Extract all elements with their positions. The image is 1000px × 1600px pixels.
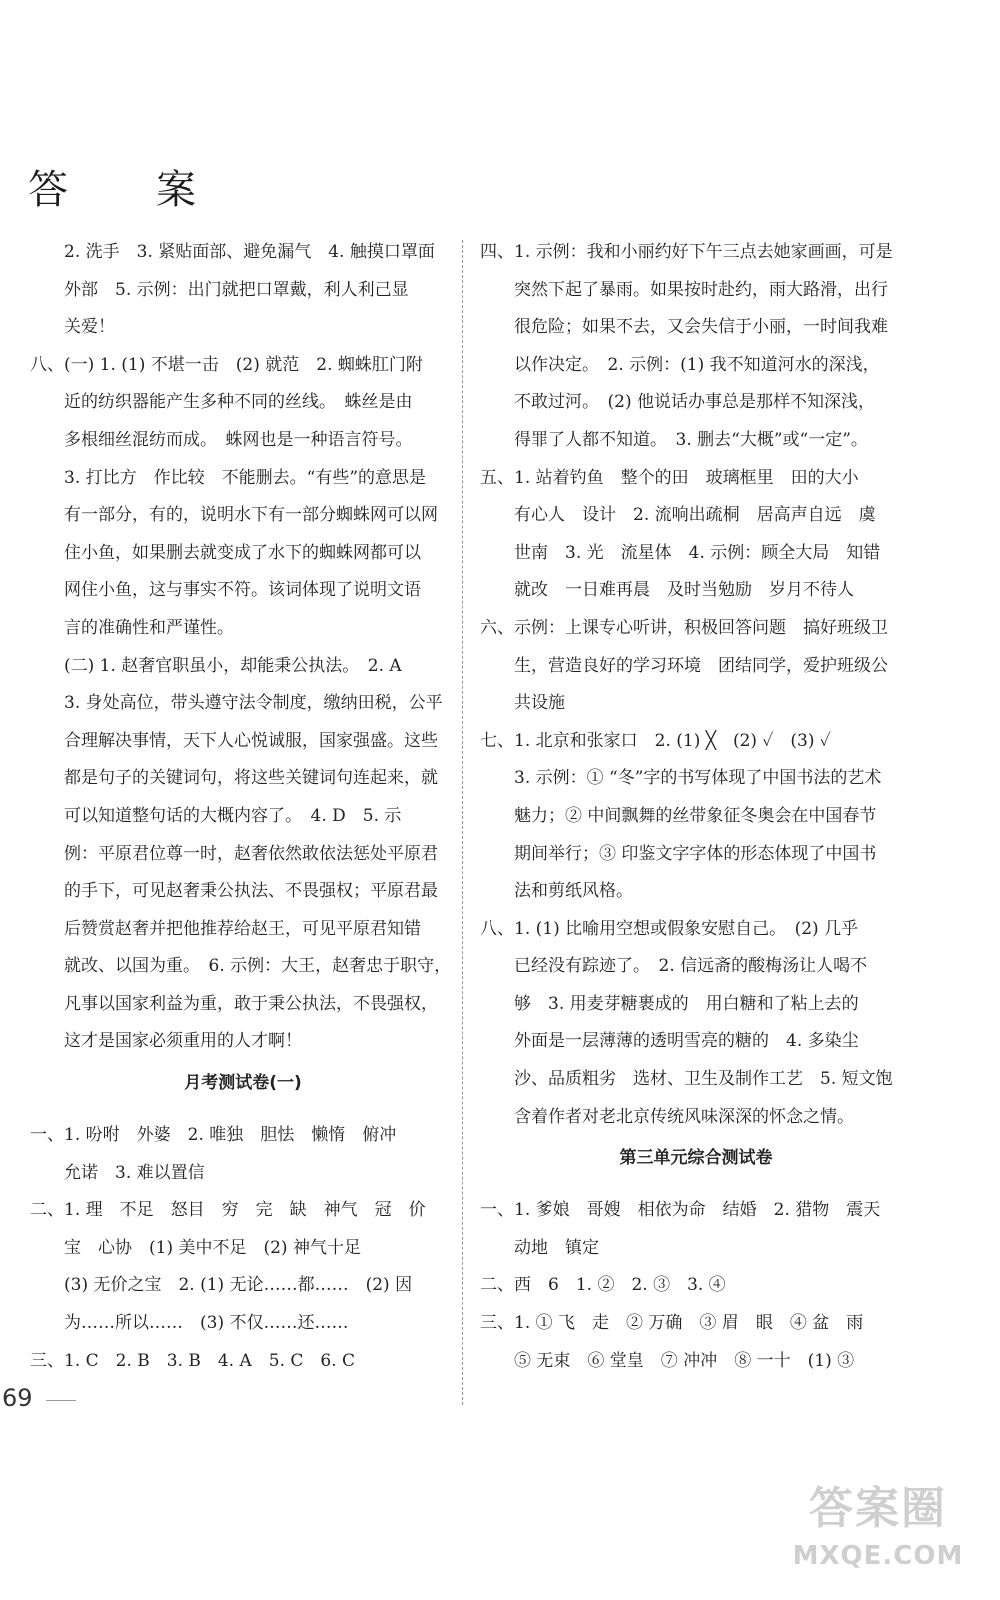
- watermark-url: MXQE.COM: [792, 1541, 964, 1571]
- answer-line: 三、1. ① 飞 走 ② 万确 ③ 眉 眼 ④ 盆 雨: [480, 1313, 864, 1334]
- left-column: [30, 238, 456, 1384]
- answer-line: 外部 5. 示例：出门就把口罩戴，利人利己显: [30, 279, 409, 300]
- answer-line: 2. 洗手 3. 紧贴面部、避免漏气 4. 触摸口罩面: [30, 242, 435, 262]
- answer-line: 一、1. 爹娘 哥嫂 相依为命 结婚 2. 猎物 震天: [480, 1200, 881, 1221]
- answer-line: 三、1. C 2. B 3. B 4. A 5. C 6. C: [30, 1350, 356, 1371]
- answer-line: 就改、以国为重。 6. 示例：大王，赵奢忠于职守，: [30, 956, 452, 977]
- answer-line: 后赞赏赵奢并把他推荐给赵王，可见平原君知错: [30, 918, 421, 939]
- answer-line: 已经没有踪迹了。 2. 信远斋的酸梅汤让人喝不: [480, 956, 868, 977]
- answer-line: 就改 一日难再晨 及时当勉励 岁月不待人: [480, 580, 854, 601]
- answer-line: (二) 1. 赵奢官职虽小，却能秉公执法。 2. A: [30, 655, 402, 676]
- answer-line: 宝 心协 (1) 美中不足 (2) 神气十足: [30, 1237, 361, 1258]
- watermark: [778, 1480, 978, 1590]
- answer-line: 五、1. 站着钓鱼 整个的田 玻璃框里 田的大小: [480, 467, 859, 488]
- answer-line: 够 3. 用麦芽糖裹成的 用白糖和了粘上去的: [480, 993, 859, 1014]
- answer-line: 共设施: [480, 693, 565, 714]
- answer-line: (3) 无价之宝 2. (1) 无论……都…… (2) 因: [30, 1275, 413, 1296]
- answer-line: 得罪了人都不知道。 3. 删去“大概”或“一定”。: [480, 429, 868, 450]
- right-column: [480, 238, 912, 1384]
- answer-line: 关爱！: [30, 317, 115, 338]
- page-number: 69: [2, 1384, 33, 1412]
- answer-line: 例：平原君位尊一时，赵奢依然敢依法惩处平原君: [30, 843, 438, 864]
- answer-line: 网住小鱼，这与事实不符。该词体现了说明文语: [30, 580, 421, 601]
- answer-line: 世南 3. 光 流星体 4. 示例：顾全大局 知错: [480, 542, 881, 563]
- answer-line: 七、1. 北京和张家口 2. (1) ╳ (2) ✓ (3) ✓: [480, 730, 831, 751]
- answer-line: 动地 镇定: [480, 1237, 599, 1258]
- answer-line: 的手下，可见赵奢秉公执法、不畏强权；平原君最: [30, 881, 438, 902]
- answer-line: 3. 身处高位，带头遵守法令制度，缴纳田税，公平: [30, 693, 443, 714]
- answer-line: 期间举行；③ 印鉴文字字体的形态体现了中国书: [480, 843, 877, 864]
- answer-line: 凡事以国家利益为重，敢于秉公执法，不畏强权，: [30, 993, 438, 1014]
- answer-line: 四、1. 示例：我和小丽约好下午三点去她家画画，可是: [480, 242, 893, 262]
- column-divider: [462, 240, 463, 1405]
- page-title: 答 案: [28, 167, 220, 213]
- answer-line: 魅力；② 中间飘舞的丝带象征冬奥会在中国春节: [480, 805, 877, 826]
- answer-line: 允诺 3. 难以置信: [30, 1162, 205, 1183]
- answer-line: 3. 打比方 作比较 不能删去。“有些”的意思是: [30, 467, 427, 488]
- answer-line: 不敢过河。 (2) 他说话办事总是那样不知深浅，: [480, 392, 875, 413]
- answer-line: 有心人 设计 2. 流响出疏桐 居高声自远 虞: [480, 505, 876, 526]
- answer-line: 突然下起了暴雨。如果按时赴约，雨大路滑，出行: [480, 279, 888, 300]
- answer-line: 沙、品质粗劣 选材、卫生及制作工艺 5. 短文饱: [480, 1069, 893, 1090]
- answer-line: 八、1. (1) 比喻用空想或假象安慰自己。 (2) 几乎: [480, 918, 859, 939]
- answer-line: 住小鱼，如果删去就变成了水下的蜘蛛网都可以: [30, 542, 421, 563]
- answer-line: 近的纺织器能产生多种不同的丝线。 蛛丝是由: [30, 392, 413, 413]
- answer-line: ⑤ 无束 ⑥ 堂皇 ⑦ 冲冲 ⑧ 一十 (1) ③: [480, 1350, 855, 1371]
- answer-line: 多根细丝混纺而成。 蛛网也是一种语言符号。: [30, 429, 413, 450]
- answer-line: 有一部分，有的，说明水下有一部分蜘蛛网可以网: [30, 505, 438, 526]
- answer-line: 3. 示例：① “冬”字的书写体现了中国书法的艺术: [480, 768, 882, 789]
- section-heading: 第三单元综合测试卷: [619, 1148, 773, 1169]
- answer-line: 二、1. 理 不足 怒目 穷 完 缺 神气 冠 价: [30, 1200, 426, 1221]
- answer-line: 八、(一) 1. (1) 不堪一击 (2) 就范 2. 蜘蛛肛门附: [30, 354, 423, 375]
- answer-line: 都是句子的关键词句，将这些关键词句连起来，就: [30, 768, 438, 789]
- answer-line: 以作决定。 2. 示例：(1) 我不知道河水的深浅，: [480, 354, 880, 375]
- answer-line: 合理解决事情，天下人心悦诚服，国家强盛。这些: [30, 730, 438, 751]
- answer-line: 这才是国家必须重用的人才啊！: [30, 1031, 302, 1052]
- answer-line: 外面是一层薄薄的透明雪亮的糖的 4. 多染尘: [480, 1031, 859, 1052]
- answer-line: 一、1. 吩咐 外婆 2. 唯独 胆怯 懒惰 俯冲: [30, 1125, 397, 1146]
- answer-line: 法和剪纸风格。: [480, 881, 633, 902]
- answer-line: 可以知道整句话的大概内容了。 4. D 5. 示: [30, 805, 402, 826]
- watermark-logo-text: 答案圈: [809, 1483, 947, 1534]
- answer-line: 二、西 6 1. ② 2. ③ 3. ④: [480, 1275, 726, 1296]
- answer-line: 生，营造良好的学习环境 团结同学，爱护班级公: [480, 655, 888, 676]
- section-heading: 月考测试卷(一): [184, 1073, 302, 1094]
- page-number-rule: [46, 1400, 76, 1401]
- answer-line: 含着作者对老北京传统风味深深的怀念之情。: [480, 1106, 854, 1127]
- answer-line: 六、示例：上课专心听讲，积极回答问题 搞好班级卫: [480, 617, 888, 638]
- answer-line: 为……所以…… (3) 不仅……还……: [30, 1313, 349, 1334]
- answer-line: 言的准确性和严谨性。: [30, 617, 234, 638]
- answer-line: 很危险；如果不去，又会失信于小丽，一时间我难: [480, 317, 888, 338]
